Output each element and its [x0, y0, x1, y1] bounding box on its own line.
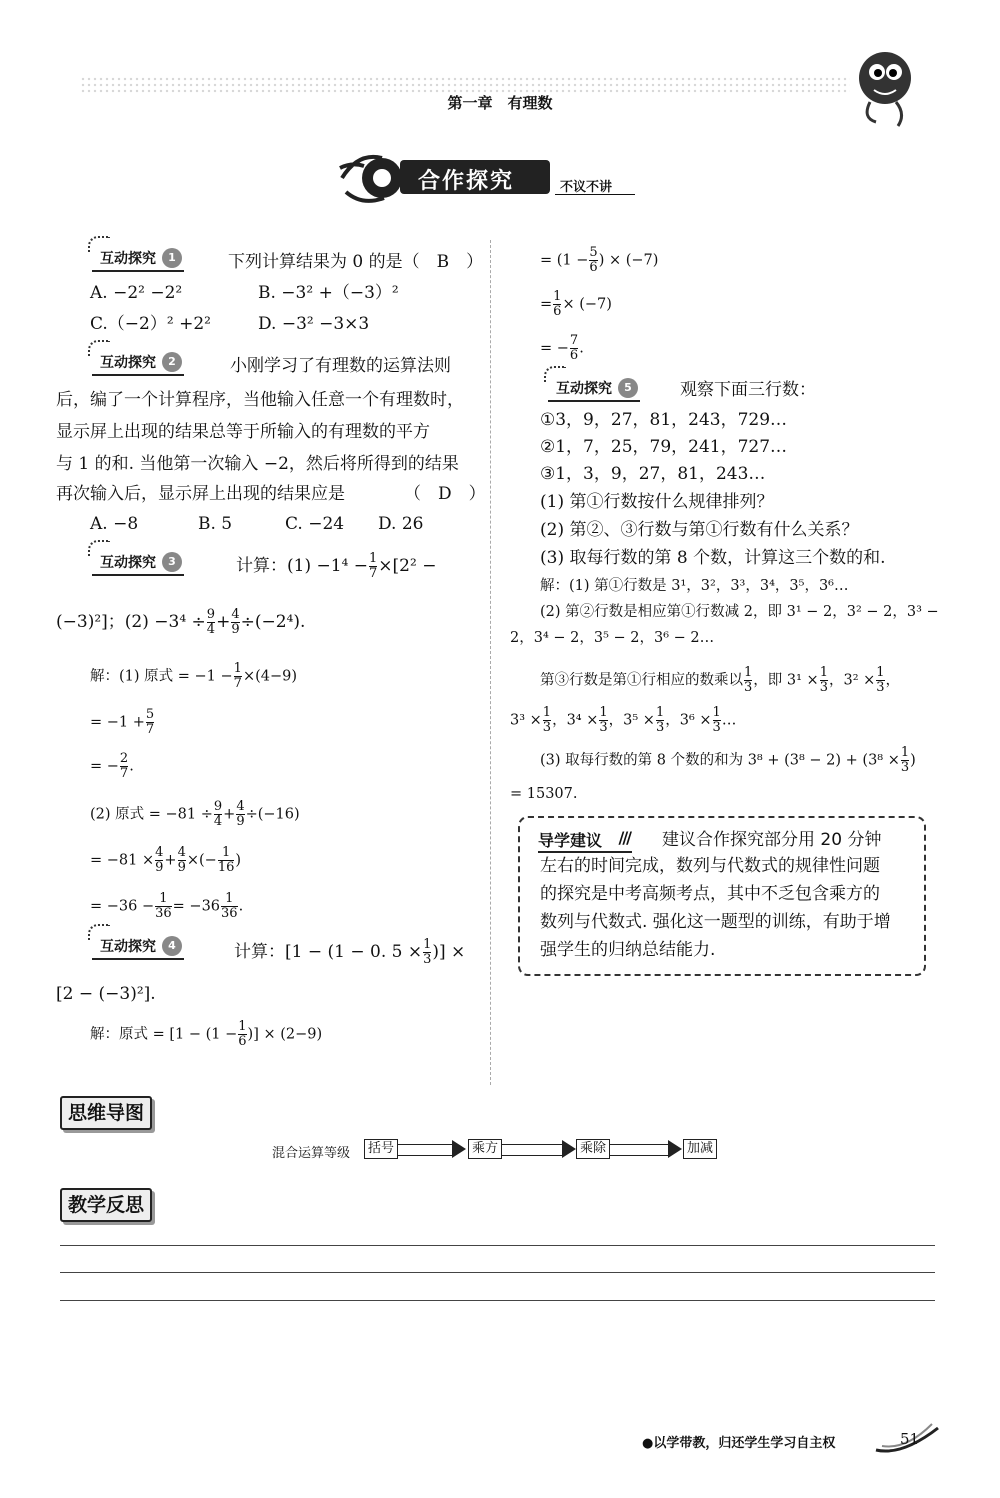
- q2-option-c: C. −24: [285, 514, 345, 534]
- q1-tag: 互动探究 1: [92, 248, 184, 272]
- fraction: $\frac{1}{3}$: [819, 665, 828, 695]
- q4-stem-line-1: 计算：[1 − (1 − 0. 5 × $\frac{1}{3}$ )] ×: [234, 937, 466, 967]
- q4-solution-2: = (1 − $\frac{5}{6}$ ) × (−7): [540, 245, 659, 275]
- fraction: $\frac{5}{7}$: [145, 707, 155, 737]
- fraction: $\frac{1}{36}$: [155, 891, 172, 921]
- fraction: $\frac{5}{6}$: [589, 245, 598, 275]
- fraction: $\frac{1}{3}$: [744, 665, 753, 695]
- q3-solution-2: = −1 + $\frac{5}{7}$: [90, 707, 155, 737]
- q2-option-d: D. 26: [378, 514, 424, 534]
- fraction: $\frac{4}{9}$: [155, 845, 164, 875]
- q5-solution-4: 第③行数是第①行相应的数乘以 $\frac{1}{3}$ ，即 3¹ × $\frac{1}{3}$ ，3² × $\frac{1}{3}$ ，: [540, 665, 901, 695]
- fraction: $\frac{1}{36}$: [221, 891, 238, 921]
- fraction: $\frac{1}{3}$: [599, 705, 608, 735]
- fraction: $\frac{4}{9}$: [231, 607, 240, 637]
- q4-solution-1: 解：原式 = [1 − (1 − $\frac{1}{6}$ )] × (2−9): [90, 1019, 323, 1049]
- arrow-icon: [562, 1140, 576, 1158]
- guidance-note-line-2: 左右的时间完成，数列与代数式的规律性问题: [540, 856, 880, 876]
- q5-solution-5: 3³ × $\frac{1}{3}$ ，3⁴ × $\frac{1}{3}$ ，3⁵ × $\frac{1}{3}$ ，3⁶ × $\frac{1}{3}$ …: [510, 705, 737, 735]
- q2-option-a: A. −8: [90, 514, 139, 534]
- fraction: $\frac{7}{6}$: [569, 333, 579, 363]
- writing-line: [60, 1272, 935, 1273]
- q5-solution-2: (2) 第②行数是相应第①行数减 2，即 3¹ − 2，3² − 2，3³ −: [540, 604, 939, 620]
- q4-solution-4: = − $\frac{7}{6}$ .: [540, 333, 584, 363]
- guidance-note-line-4: 数列与代数式. 强化这一题型的训练，有助于增: [540, 912, 891, 932]
- fraction: $\frac{4}{9}$: [236, 799, 245, 829]
- mindmap-title: 思维导图: [60, 1096, 152, 1130]
- q2-line-4: 与 1 的和. 当他第一次输入 −2，然后将所得到的结果: [56, 454, 459, 474]
- writing-line: [60, 1245, 935, 1246]
- fraction: $\frac{1}{3}$: [876, 665, 885, 695]
- q4-tag: 互动探究 4: [92, 936, 184, 960]
- fraction: $\frac{1}{3}$: [712, 705, 721, 735]
- mascot-icon: [850, 40, 920, 130]
- q3-solution-6: = −36 − $\frac{1}{36}$ = −36 $\frac{1}{36}$ .: [90, 891, 244, 921]
- fraction: $\frac{1}{6}$: [553, 289, 562, 319]
- fraction: $\frac{2}{7}$: [119, 751, 129, 781]
- q5-part-1: (1) 第①行数按什么规律排列？: [540, 492, 774, 512]
- q2-tag: 互动探究 2: [92, 352, 184, 376]
- q1-option-a: A. −2² −2²: [90, 283, 183, 303]
- q1-option-c: C.（−2）² +2²: [90, 314, 211, 334]
- q5-solution-3: 2，3⁴ − 2，3⁵ − 2，3⁶ − 2…: [510, 630, 715, 646]
- q3-solution-5: = −81 × $\frac{4}{9}$ + $\frac{4}{9}$ ×(− $\frac{1}{16}$ ): [90, 845, 242, 875]
- q5-part-2: (2) 第②、③行数与第①行数有什么关系？: [540, 520, 859, 540]
- q4-solution-3: = $\frac{1}{6}$ × (−7): [540, 289, 612, 319]
- guidance-note-title: 导学建议 ///: [538, 828, 632, 853]
- flow-arrow: [398, 1144, 452, 1156]
- fraction: $\frac{1}{3}$: [423, 937, 432, 967]
- fraction: $\frac{1}{3}$: [542, 705, 552, 735]
- fraction: $\frac{4}{9}$: [177, 845, 186, 875]
- q5-row-3: ③1，3，9，27，81，243…: [540, 464, 766, 484]
- q3-solution-1: 解：(1) 原式 = −1 − $\frac{1}{7}$ ×(4−9): [90, 661, 298, 691]
- flow-step-add-subtract: 加减: [683, 1139, 717, 1159]
- q5-solution-6: (3) 取每行数的第 8 个数的和为 3⁸ + (3⁸ − 2) + (3⁸ × $\frac{1}{3}$ ): [540, 745, 916, 775]
- fraction: $\frac{1}{7}$: [369, 551, 378, 581]
- q2-line-5: 再次输入后，显示屏上出现的结果应是: [56, 484, 345, 504]
- fraction: $\frac{1}{3}$: [655, 705, 665, 735]
- arrow-icon: [452, 1140, 466, 1158]
- flow-step-power: 乘方: [468, 1139, 502, 1159]
- q5-part-3: (3) 取每行数的第 8 个数，计算这三个数的和.: [540, 548, 886, 568]
- q2-line-1: 小刚学习了有理数的运算法则: [230, 356, 451, 376]
- q5-row-2: ②1，7，25，79，241，727…: [540, 437, 788, 457]
- reflection-title: 教学反思: [60, 1188, 152, 1222]
- q5-row-1: ①3，9，27，81，243，729…: [540, 410, 788, 430]
- q5-tag: 互动探究 5: [548, 378, 640, 402]
- q5-solution-1: 解：(1) 第①行数是 3¹，3²，3³，3⁴，3⁵，3⁶…: [540, 578, 849, 594]
- fraction: $\frac{1}{16}$: [217, 845, 235, 875]
- fraction: $\frac{9}{4}$: [206, 607, 216, 637]
- q3-tag: 互动探究 3: [92, 552, 184, 576]
- flow-step-multiply-divide: 乘除: [576, 1139, 610, 1159]
- flow-arrow: [610, 1144, 668, 1156]
- guidance-note-line-1: 建议合作探究部分用 20 分钟: [662, 830, 882, 850]
- banner-subtitle: 不议不讲: [560, 180, 613, 195]
- page-number: 51: [900, 1430, 920, 1448]
- flow-arrow: [502, 1144, 562, 1156]
- q1-stem: 下列计算结果为 0 的是（ B ）: [228, 252, 484, 272]
- fraction: $\frac{1}{3}$: [900, 745, 910, 775]
- q5-solution-7: = 15307.: [510, 786, 578, 802]
- q1-option-b: B. −3² +（−3）²: [258, 283, 399, 303]
- q3-stem-line-1: 计算：(1) −1⁴ − $\frac{1}{7}$ ×[2² −: [236, 551, 437, 581]
- q2-line-2: 后，编了一个计算程序，当他输入任意一个有理数时，: [56, 390, 464, 410]
- column-separator: [490, 240, 491, 1085]
- footer-slogan: ●以学带教，归还学生学习自主权: [642, 1436, 836, 1451]
- q4-stem-line-2: [2 − (−3)²].: [56, 984, 156, 1004]
- q3-stem-line-2: (−3)²]；(2) −3⁴ ÷ $\frac{9}{4}$ + $\frac{4}{9}$ ÷(−2⁴).: [56, 607, 306, 637]
- fraction: $\frac{9}{4}$: [213, 799, 223, 829]
- fraction: $\frac{1}{7}$: [233, 661, 242, 691]
- writing-line: [60, 1300, 935, 1301]
- guidance-note-line-3: 的探究是中考高频考点，其中不乏包含乘方的: [540, 884, 880, 904]
- q3-solution-4: (2) 原式 = −81 ÷ $\frac{9}{4}$ + $\frac{4}{9}$ ÷(−16): [90, 799, 300, 829]
- q5-stem: 观察下面三行数：: [680, 380, 816, 400]
- fraction: $\frac{1}{6}$: [238, 1019, 247, 1049]
- q3-solution-3: = − $\frac{2}{7}$ .: [90, 751, 134, 781]
- q2-answer: （ D ）: [404, 484, 486, 504]
- banner-underline: [555, 194, 635, 195]
- guidance-note-line-5: 强学生的归纳总结能力.: [540, 940, 716, 960]
- mindmap-label: 混合运算等级: [272, 1146, 351, 1161]
- q2-line-3: 显示屏上出现的结果总等于所输入的有理数的平方: [56, 422, 430, 442]
- q2-option-b: B. 5: [198, 514, 233, 534]
- arrow-icon: [668, 1140, 682, 1158]
- flow-step-brackets: 括号: [364, 1139, 398, 1159]
- q1-option-d: D. −3² −3×3: [258, 314, 370, 334]
- chapter-title: 第一章 有理数: [447, 94, 553, 112]
- banner-title: 合作探究: [418, 169, 515, 194]
